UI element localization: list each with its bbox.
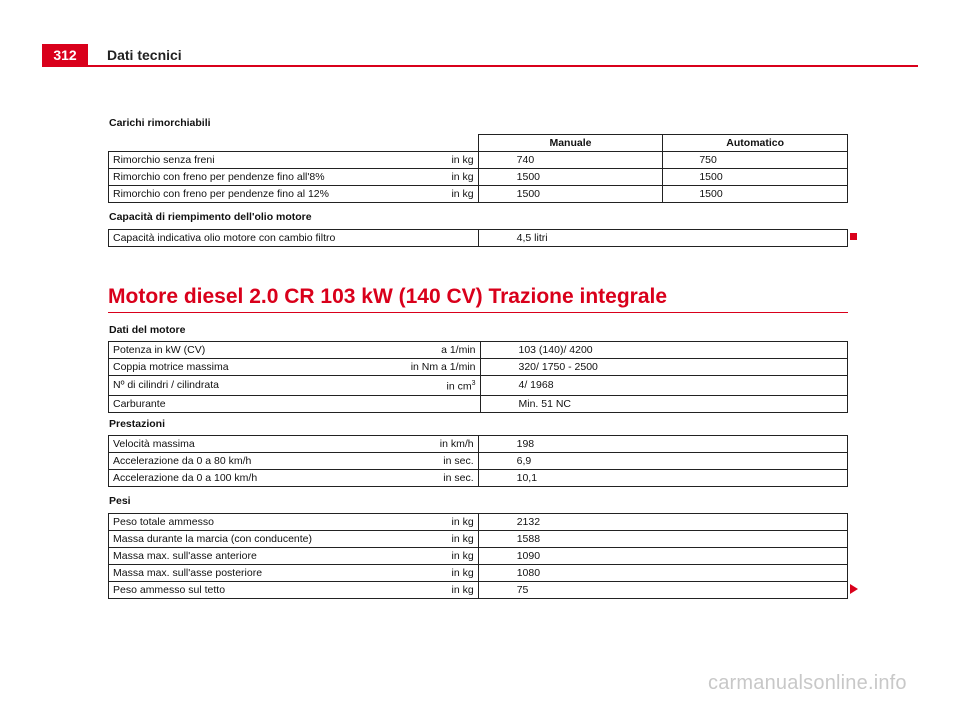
row-label: Rimorchio con freno per pendenze fino all'8% — [109, 169, 409, 186]
table-row — [109, 169, 848, 186]
table-row — [109, 453, 848, 470]
row-label: Rimorchio senza freni — [109, 152, 409, 169]
row-label: Massa durante la marcia (con conducente) — [109, 531, 409, 548]
row-value-manual: 740 — [478, 152, 663, 169]
row-value-auto: 750 — [663, 152, 848, 169]
row-unit: in kg — [408, 565, 478, 582]
row-label: Peso ammesso sul tetto — [109, 582, 409, 599]
unit-superscript: 3 — [471, 380, 476, 387]
table-row — [109, 395, 848, 412]
table-row — [109, 186, 848, 203]
row-value: 103 (140)/ 4200 — [480, 342, 848, 359]
row-unit — [407, 395, 480, 412]
row-label: Massa max. sull'asse posteriore — [109, 565, 409, 582]
row-value: 1090 — [478, 548, 847, 565]
row-label: Nº di cilindri / cilindrata — [109, 376, 407, 396]
row-label: Capacità indicativa olio motore con cambio filtro — [109, 230, 479, 247]
row-unit: in km/h — [408, 436, 478, 453]
section-end-marker — [850, 233, 857, 240]
row-value: 320/ 1750 - 2500 — [480, 359, 848, 376]
header-rule — [42, 65, 918, 67]
row-value-manual: 1500 — [478, 169, 663, 186]
row-value: 75 — [478, 582, 847, 599]
col-auto: Automatico — [663, 135, 848, 152]
col-manual: Manuale — [478, 135, 663, 152]
row-unit: in kg — [408, 548, 478, 565]
table-row — [109, 376, 848, 396]
table-row — [109, 359, 848, 376]
header-blank — [109, 135, 479, 152]
table-carichi — [108, 134, 848, 203]
continue-arrow-icon — [850, 584, 858, 594]
table-row — [109, 230, 848, 247]
heading-rule — [108, 312, 848, 313]
table-row — [109, 514, 848, 531]
row-value: 4,5 litri — [478, 230, 847, 247]
row-unit: a 1/min — [407, 342, 480, 359]
table-row — [109, 548, 848, 565]
row-value-auto: 1500 — [663, 186, 848, 203]
row-value: 6,9 — [478, 453, 847, 470]
table-header-row — [109, 135, 848, 152]
table-row — [109, 152, 848, 169]
table-row — [109, 342, 848, 359]
table-olio — [108, 229, 848, 247]
section-title-pesi: Pesi — [109, 495, 131, 507]
row-value-auto: 1500 — [663, 169, 848, 186]
page-number: 312 — [42, 44, 88, 66]
row-label: Rimorchio con freno per pendenze fino al 12% — [109, 186, 409, 203]
table-prestazioni — [108, 435, 848, 487]
section-title-prestazioni: Prestazioni — [109, 418, 166, 430]
row-unit: in kg — [408, 582, 478, 599]
row-unit: in sec. — [408, 470, 478, 487]
section-title-olio: Capacità di riempimento dell'olio motore — [109, 211, 312, 223]
row-label: Accelerazione da 0 a 100 km/h — [109, 470, 409, 487]
table-row — [109, 436, 848, 453]
row-value: 10,1 — [478, 470, 847, 487]
section-title-motore: Dati del motore — [109, 324, 186, 336]
row-label: Velocità massima — [109, 436, 409, 453]
table-row — [109, 470, 848, 487]
row-value: 198 — [478, 436, 847, 453]
table-row — [109, 565, 848, 582]
row-label: Accelerazione da 0 a 80 km/h — [109, 453, 409, 470]
row-unit: in kg — [408, 531, 478, 548]
row-unit: in Nm a 1/min — [407, 359, 480, 376]
row-label: Carburante — [109, 395, 407, 412]
row-unit: in kg — [408, 186, 478, 203]
table-row — [109, 582, 848, 599]
row-label: Potenza in kW (CV) — [109, 342, 407, 359]
row-label: Massa max. sull'asse anteriore — [109, 548, 409, 565]
row-value: 4/ 1968 — [480, 376, 848, 396]
watermark: carmanualsonline.info — [708, 672, 907, 694]
table-row — [109, 531, 848, 548]
row-value: 1080 — [478, 565, 847, 582]
row-unit: in sec. — [408, 453, 478, 470]
unit-text: in cm — [446, 380, 472, 393]
table-motore — [108, 341, 848, 413]
table-pesi — [108, 513, 848, 599]
row-value: Min. 51 NC — [480, 395, 848, 412]
row-unit: in kg — [408, 514, 478, 531]
row-value: 2132 — [478, 514, 847, 531]
page-title: Dati tecnici — [107, 47, 182, 63]
row-unit: in kg — [408, 169, 478, 186]
section-title-carichi: Carichi rimorchiabili — [109, 117, 211, 129]
row-label: Coppia motrice massima — [109, 359, 407, 376]
row-label: Peso totale ammesso — [109, 514, 409, 531]
engine-heading: Motore diesel 2.0 CR 103 kW (140 CV) Trazione integrale — [108, 285, 668, 308]
row-unit: in kg — [408, 152, 478, 169]
row-unit — [407, 376, 480, 396]
row-value-manual: 1500 — [478, 186, 663, 203]
row-value: 1588 — [478, 531, 847, 548]
